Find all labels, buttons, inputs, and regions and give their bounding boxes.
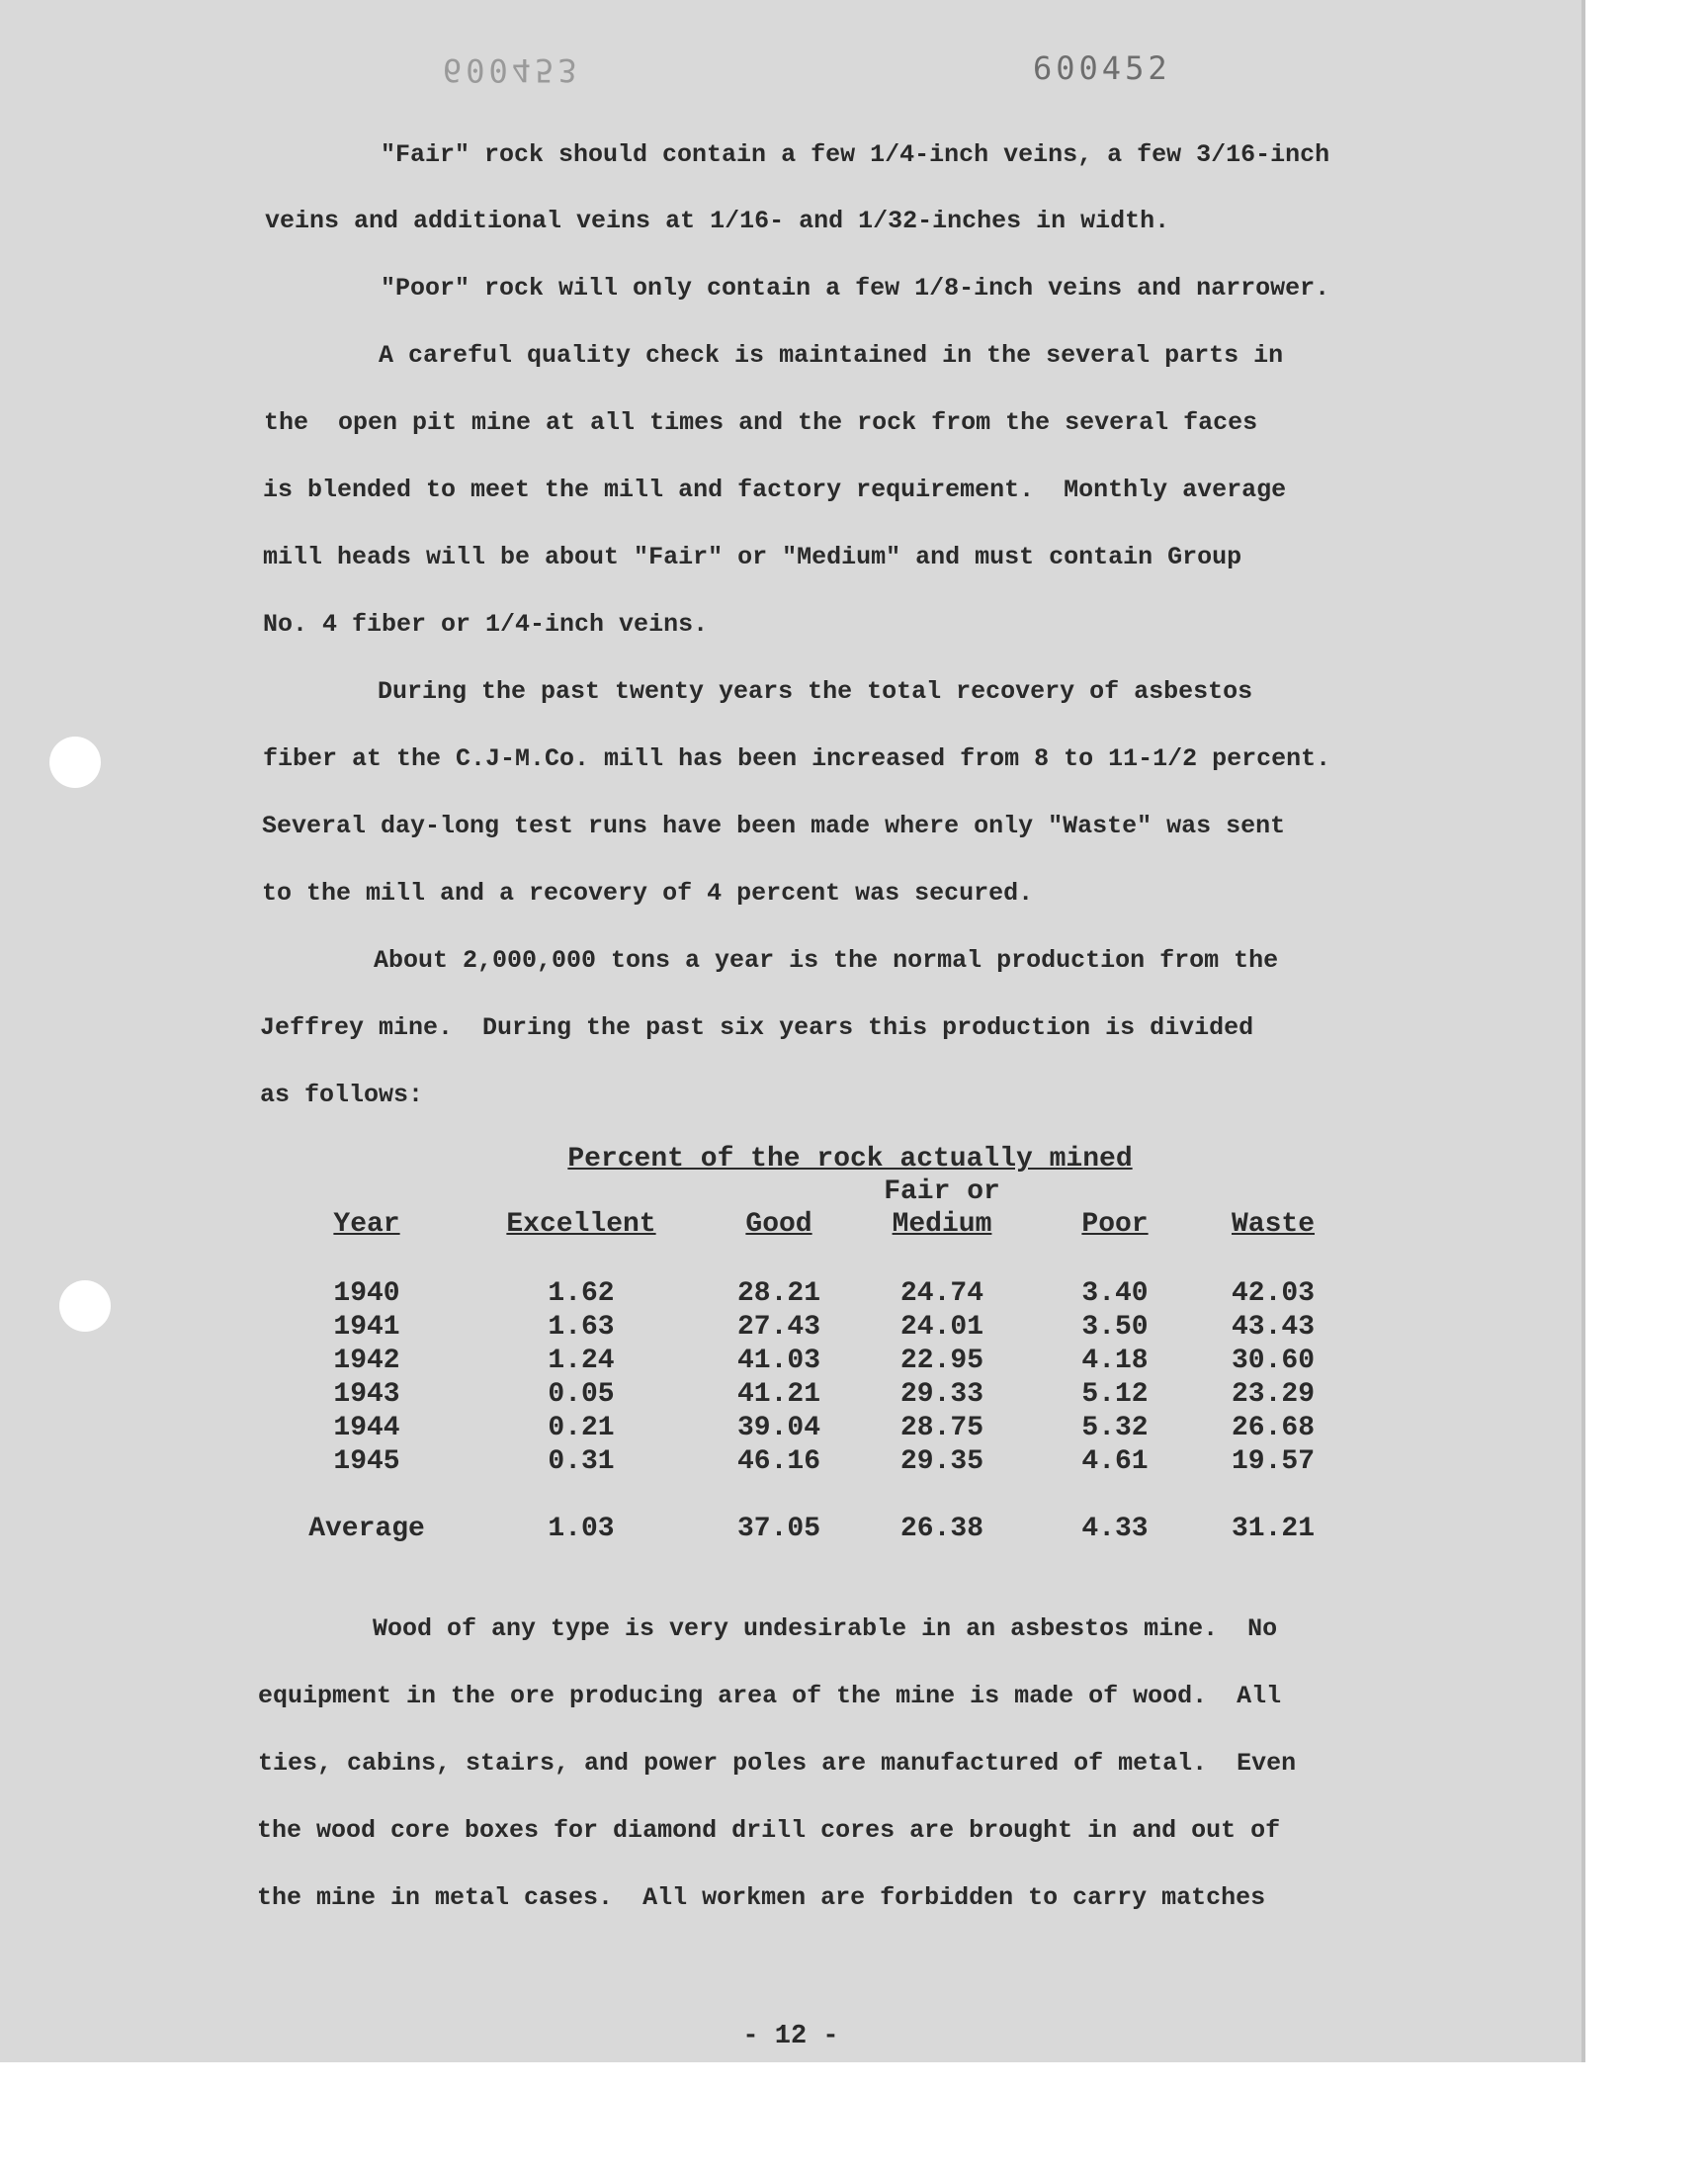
text-line: About 2,000,000 tons a year is the normal production from the	[374, 946, 1279, 975]
text-line: is blended to meet the mill and factory requirement. Monthly average	[263, 476, 1287, 504]
table-cell-poor: 5.12	[1081, 1379, 1149, 1410]
table-cell-waste: 42.03	[1231, 1278, 1315, 1309]
table-cell-waste: 23.29	[1231, 1379, 1315, 1410]
text-line: the mine in metal cases. All workmen are forbidden to carry matches	[257, 1883, 1266, 1912]
table-average-excellent: 1.03	[548, 1514, 615, 1544]
column-header-excellent: Excellent	[506, 1209, 656, 1240]
table-cell-waste: 30.60	[1231, 1346, 1315, 1376]
table-cell-medium: 29.35	[899, 1446, 983, 1477]
text-line: the wood core boxes for diamond drill cores are brought in and out of	[257, 1816, 1281, 1845]
column-header-medium: Medium	[892, 1209, 992, 1240]
punch-hole	[59, 1280, 111, 1332]
table-cell-poor: 4.61	[1081, 1446, 1149, 1477]
text-line: mill heads will be about "Fair" or "Medium" and must contain Group	[263, 543, 1242, 571]
table-average-label: Average	[308, 1514, 425, 1544]
text-line: as follows:	[260, 1081, 424, 1109]
text-line: "Fair" rock should contain a few 1/4-inch veins, a few 3/16-inch	[381, 140, 1330, 169]
table-cell-year: 1944	[333, 1413, 400, 1443]
table-cell-medium: 22.95	[899, 1346, 983, 1376]
column-header-waste: Waste	[1231, 1209, 1315, 1240]
text-line: A careful quality check is maintained in the several parts in	[379, 341, 1284, 370]
table-average-waste: 31.21	[1231, 1514, 1315, 1544]
text-line: "Poor" rock will only contain a few 1/8-inch veins and narrower.	[381, 274, 1330, 303]
table-cell-waste: 43.43	[1231, 1312, 1315, 1343]
table-cell-year: 1941	[333, 1312, 400, 1343]
table-cell-excellent: 0.21	[548, 1413, 615, 1443]
table-cell-excellent: 0.31	[548, 1446, 615, 1477]
table-cell-good: 28.21	[736, 1278, 820, 1309]
text-line: No. 4 fiber or 1/4-inch veins.	[263, 610, 709, 639]
table-cell-year: 1945	[333, 1446, 400, 1477]
table-average-poor: 4.33	[1081, 1514, 1149, 1544]
table-cell-good: 41.21	[736, 1379, 820, 1410]
table-cell-medium: 24.74	[899, 1278, 983, 1309]
table-cell-waste: 26.68	[1231, 1413, 1315, 1443]
table-cell-year: 1943	[333, 1379, 400, 1410]
table-cell-good: 41.03	[736, 1346, 820, 1376]
table-cell-excellent: 0.05	[548, 1379, 615, 1410]
table-cell-year: 1942	[333, 1346, 400, 1376]
table-cell-excellent: 1.62	[548, 1278, 615, 1309]
column-header-good: Good	[745, 1209, 812, 1240]
punch-hole	[49, 737, 101, 788]
text-line: Several day-long test runs have been made where only "Waste" was sent	[262, 812, 1286, 840]
table-cell-good: 39.04	[736, 1413, 820, 1443]
table-cell-excellent: 1.24	[548, 1346, 615, 1376]
text-line: equipment in the ore producing area of the mine is made of wood. All	[258, 1682, 1282, 1710]
paper-edge	[1581, 0, 1585, 2062]
text-line: ties, cabins, stairs, and power poles are manufactured of metal. Even	[258, 1749, 1297, 1778]
page-number: - 12 -	[742, 2022, 839, 2051]
table-cell-poor: 3.40	[1081, 1278, 1149, 1309]
table-cell-good: 27.43	[736, 1312, 820, 1343]
table-cell-medium: 29.33	[899, 1379, 983, 1410]
table-cell-year: 1940	[333, 1278, 400, 1309]
document-stamp-number: 600452	[1033, 49, 1171, 87]
column-header-year: Year	[333, 1209, 400, 1240]
column-header-poor: Poor	[1081, 1209, 1149, 1240]
text-line: veins and additional veins at 1/16- and 1/32-inches in width.	[265, 207, 1170, 235]
table-cell-medium: 24.01	[899, 1312, 983, 1343]
table-cell-waste: 19.57	[1231, 1446, 1315, 1477]
table-cell-medium: 28.75	[899, 1413, 983, 1443]
mirrored-stamp-number: 600453	[443, 51, 581, 89]
table-cell-good: 46.16	[736, 1446, 820, 1477]
column-header-top: Fair or	[884, 1176, 1000, 1207]
text-line: to the mill and a recovery of 4 percent was secured.	[262, 879, 1034, 908]
table-title: Percent of the rock actually mined	[567, 1144, 1133, 1174]
text-line: Jeffrey mine. During the past six years this production is divided	[260, 1013, 1254, 1042]
table-cell-poor: 5.32	[1081, 1413, 1149, 1443]
text-line: the open pit mine at all times and the rock from the several faces	[264, 408, 1258, 437]
table-average-medium: 26.38	[899, 1514, 983, 1544]
table-cell-poor: 3.50	[1081, 1312, 1149, 1343]
table-cell-poor: 4.18	[1081, 1346, 1149, 1376]
table-cell-excellent: 1.63	[548, 1312, 615, 1343]
text-line: Wood of any type is very undesirable in an asbestos mine. No	[373, 1614, 1278, 1643]
text-line: During the past twenty years the total recovery of asbestos	[378, 677, 1253, 706]
text-line: fiber at the C.J-M.Co. mill has been increased from 8 to 11-1/2 percent.	[263, 744, 1331, 773]
table-average-good: 37.05	[736, 1514, 820, 1544]
